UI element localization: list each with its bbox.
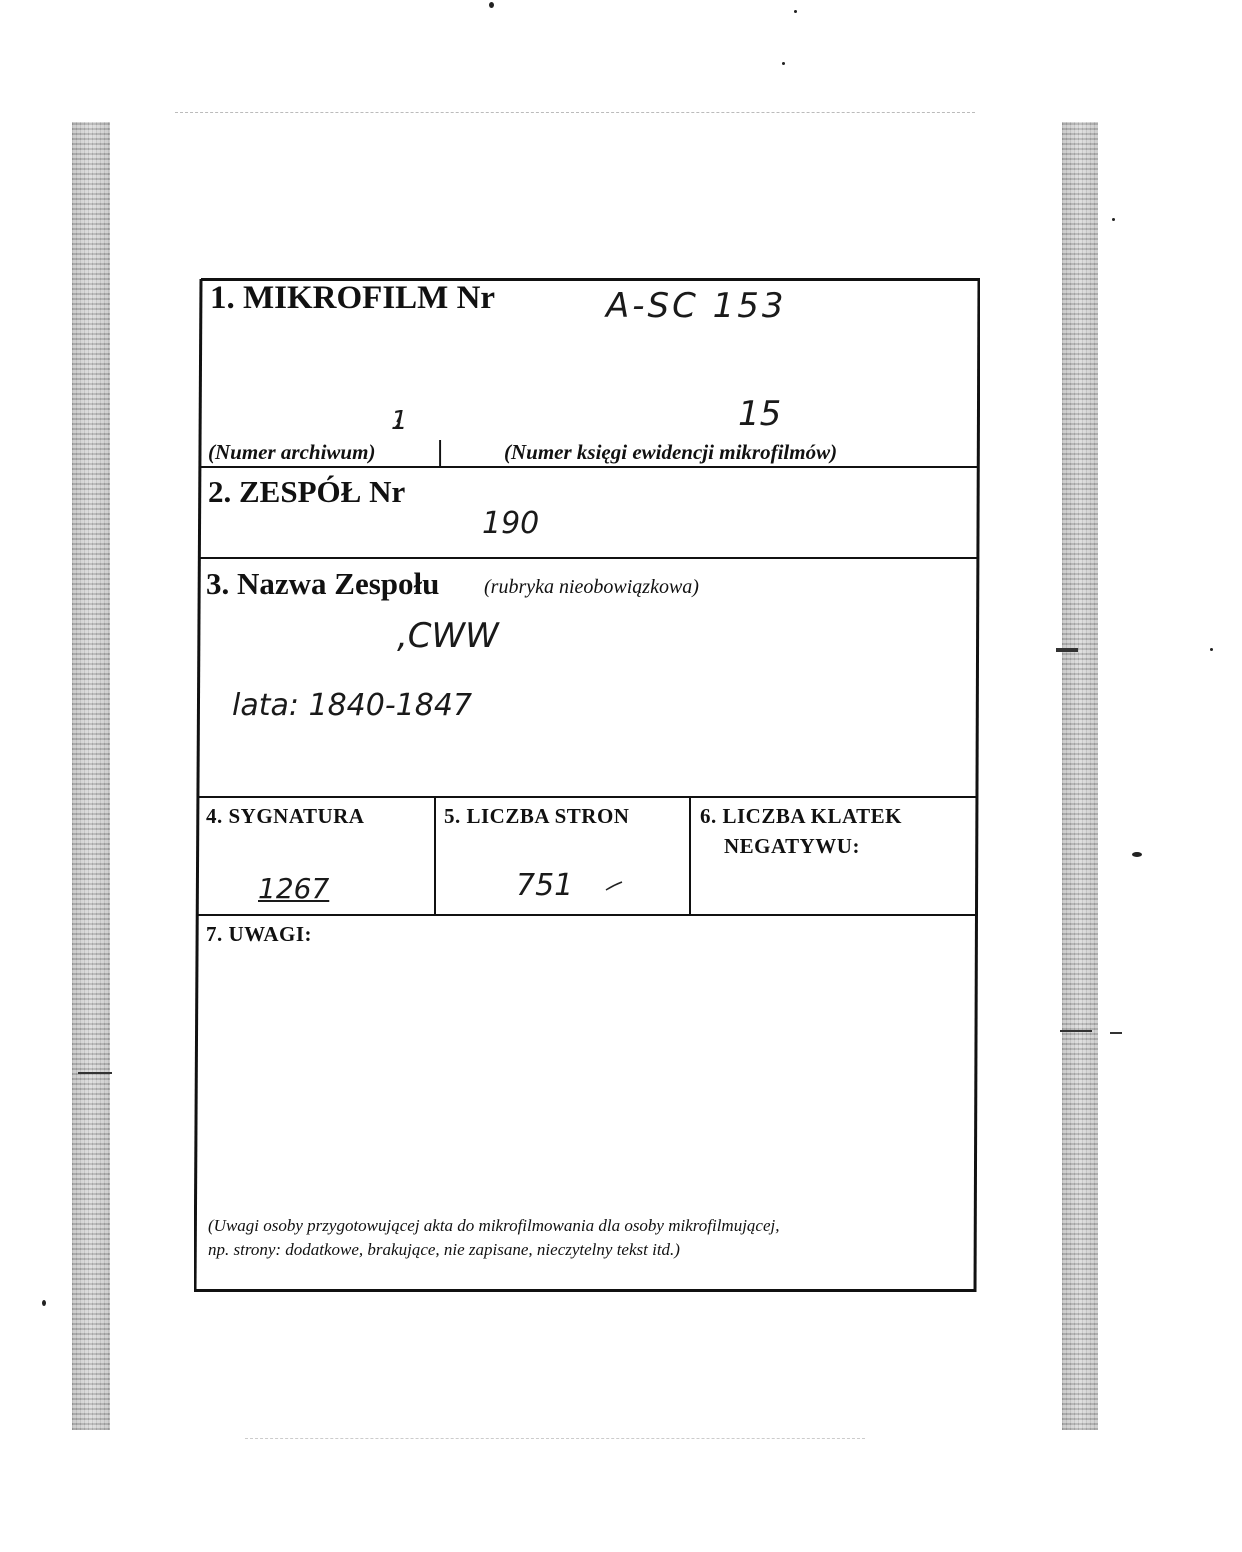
section-2-title: 2. ZESPÓŁ Nr xyxy=(208,474,406,509)
scan-mark xyxy=(1056,648,1078,652)
form-border-left xyxy=(195,279,201,1292)
remarks-note-line2: np. strony: dodatkowe, brakujące, nie zapisane, nieczytelny tekst itd.) xyxy=(208,1240,680,1259)
scan-speck xyxy=(782,62,785,65)
scan-top-line xyxy=(175,112,975,113)
section-1-title: 1. MIKROFILM Nr xyxy=(210,280,496,316)
scan-speck xyxy=(42,1300,46,1306)
remarks-note-line1: (Uwagi osoby przygotowującej akta do mikrofilmowania dla osoby mikrofilmującej, xyxy=(208,1216,780,1235)
book-number-label: (Numer księgi ewidencji mikrofilmów) xyxy=(504,440,838,464)
microfilm-number-handwritten: A-SC 153 xyxy=(606,286,787,326)
scan-edge-right xyxy=(1062,122,1098,1430)
form-border-right xyxy=(975,279,979,1292)
scan-speck xyxy=(1112,218,1115,221)
section-6-title-line2: NEGATYWU: xyxy=(724,834,860,858)
page-count-handwritten: 751 xyxy=(516,868,574,903)
section-3-title: 3. Nazwa Zespołu xyxy=(206,566,440,601)
optional-field-note: (rubryka nieobowiązkowa) xyxy=(484,576,699,598)
scan-bottom-line xyxy=(245,1438,865,1439)
microfilm-form xyxy=(194,278,980,1292)
section-4-title: 4. SYGNATURA xyxy=(206,804,365,828)
fond-years-handwritten: lata: 1840-1847 xyxy=(232,688,473,723)
scan-speck xyxy=(489,2,494,8)
scan-speck xyxy=(794,10,797,13)
archive-number-handwritten: 1 xyxy=(391,406,408,436)
section-5-title: 5. LICZBA STRON xyxy=(444,804,630,828)
scan-mark xyxy=(1060,1030,1092,1032)
label-separator: | xyxy=(437,436,444,467)
section-6-title-line1: 6. LICZBA KLATEK xyxy=(700,804,902,828)
signature-value-handwritten: 1267 xyxy=(258,872,330,905)
fond-number-handwritten: 190 xyxy=(482,506,540,541)
fond-name-handwritten: ,CWW xyxy=(397,616,499,656)
scan-speck xyxy=(1132,852,1142,857)
section-7-title: 7. UWAGI: xyxy=(206,922,313,946)
form-frame xyxy=(194,278,980,1292)
scan-mark xyxy=(1110,1032,1122,1034)
scan-speck xyxy=(1210,648,1213,651)
book-number-handwritten: 15 xyxy=(738,394,782,434)
scan-edge-left xyxy=(72,122,110,1430)
scan-mark xyxy=(78,1072,112,1074)
archive-number-label: (Numer archiwum) xyxy=(208,440,376,464)
